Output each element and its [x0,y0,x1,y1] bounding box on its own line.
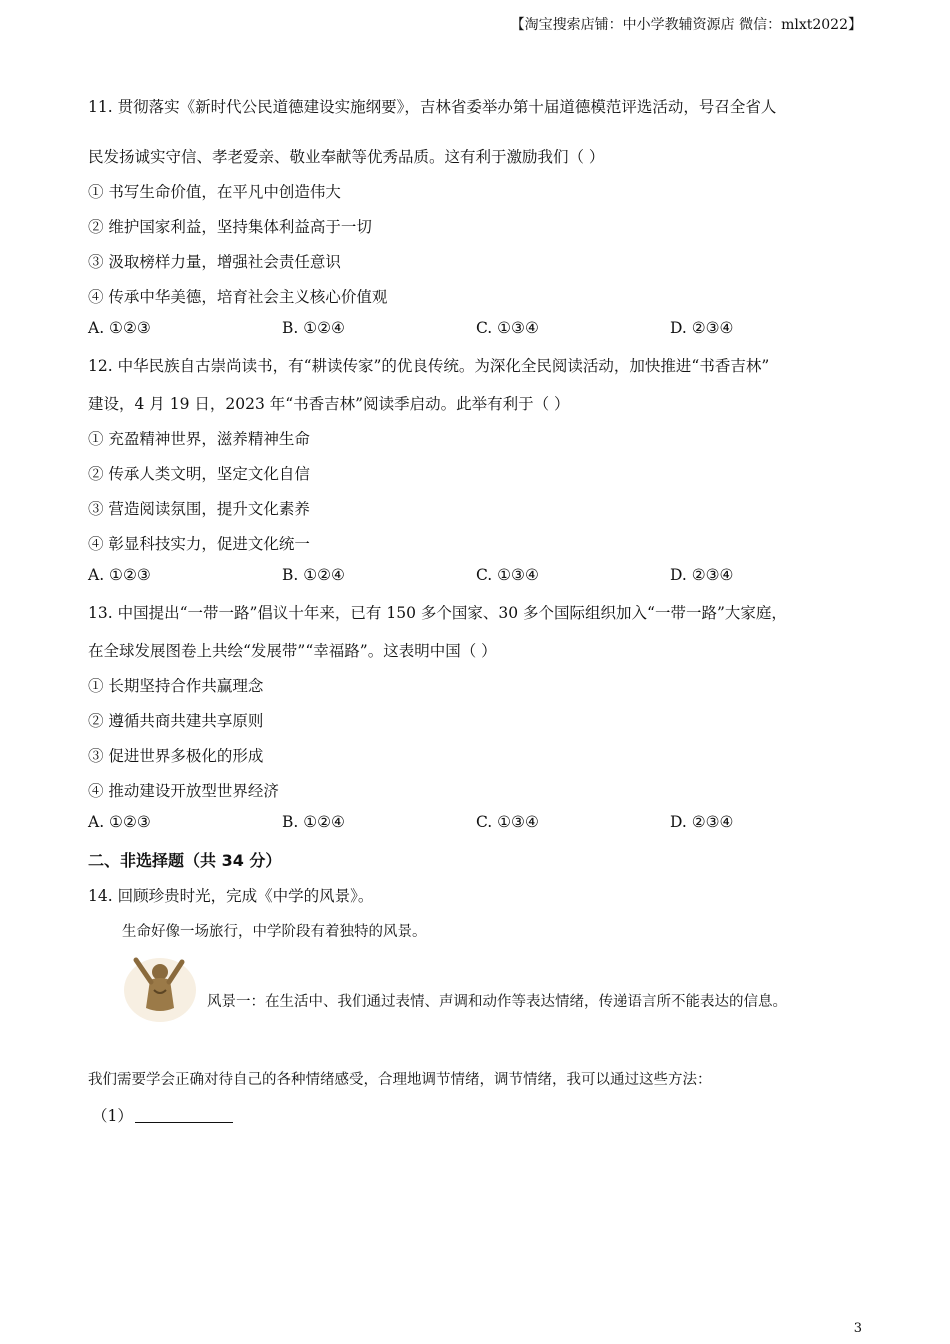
q14-intro: 生命好像一场旅行，中学阶段有着独特的风景。 [122,924,427,940]
q12-stem-line2: 建设，4 月 19 日，2023 年“书香吉林”阅读季启动。此举有利于（ ） [88,395,570,413]
q13-item-4: ④ 推动建设开放型世界经济 [88,782,279,800]
q14-scene-one: 风景一：在生活中、我们通过表情、声调和动作等表达情绪，传递语言所不能表达的信息。 [207,994,787,1010]
section-heading: 二、非选择题（共 34 分） [88,851,282,870]
page-number: 3 [853,1321,862,1336]
q11-option-a: A. ①②③ [88,319,151,337]
q12-option-a: A. ①②③ [88,566,151,584]
q12-option-d: D. ②③④ [670,566,734,584]
answer-1-blank[interactable] [135,1108,233,1123]
q12-item-1: ① 充盈精神世界，滋养精神生命 [88,430,310,448]
q11-option-c: C. ①③④ [476,319,539,337]
q12-option-c: C. ①③④ [476,566,539,584]
q11-stem-line1: 11. 贯彻落实《新时代公民道德建设实施纲要》，吉林省委举办第十届道德模范评选活动，号召全省人 [88,98,777,116]
q12-item-2: ② 传承人类文明，坚定文化自信 [88,465,310,483]
header-notice: 【淘宝搜索店铺：中小学教辅资源店 微信：mlxt2022】 [510,17,862,33]
answer-1-label: （1） [92,1107,133,1125]
q13-stem-line1: 13. 中国提出“一带一路”倡议十年来，已有 150 多个国家、30 多个国际组织加入“一带一路”大家庭， [88,604,787,622]
q11-item-2: ② 维护国家利益，坚持集体利益高于一切 [88,218,372,236]
q13-item-3: ③ 促进世界多极化的形成 [88,747,264,765]
q11-stem-line2: 民发扬诚实守信、孝老爱亲、敬业奉献等优秀品质。这有利于激励我们（ ） [88,148,605,166]
q11-option-b: B. ①②④ [282,319,345,337]
q11-item-1: ① 书写生命价值，在平凡中创造伟大 [88,183,341,201]
q13-option-d: D. ②③④ [670,813,734,831]
q14-title: 14. 回顾珍贵时光，完成《中学的风景》。 [88,887,374,905]
q12-item-3: ③ 营造阅读氛围，提升文化素养 [88,500,310,518]
q13-stem-line2: 在全球发展图卷上共绘“发展带”“幸福路”。这表明中国（ ） [88,642,497,660]
q12-stem-line1: 12. 中华民族自古崇尚读书，有“耕读传家”的优良传统。为深化全民阅读活动，加快推进“书香吉林” [88,357,770,375]
q12-option-b: B. ①②④ [282,566,345,584]
q13-option-b: B. ①②④ [282,813,345,831]
q13-option-a: A. ①②③ [88,813,151,831]
q12-item-4: ④ 彰显科技实力，促进文化统一 [88,535,310,553]
q11-item-3: ③ 汲取榜样力量，增强社会责任意识 [88,253,341,271]
scene-illustration [120,950,198,1024]
q14-answer-1 [92,1104,233,1126]
q13-item-1: ① 长期坚持合作共赢理念 [88,677,264,695]
q13-option-c: C. ①③④ [476,813,539,831]
q11-option-d: D. ②③④ [670,319,734,337]
q14-prompt: 我们需要学会正确对待自己的各种情绪感受，合理地调节情绪，调节情绪，我可以通过这些方法： [88,1072,712,1088]
q13-item-2: ② 遵循共商共建共享原则 [88,712,264,730]
q11-item-4: ④ 传承中华美德，培育社会主义核心价值观 [88,288,388,306]
